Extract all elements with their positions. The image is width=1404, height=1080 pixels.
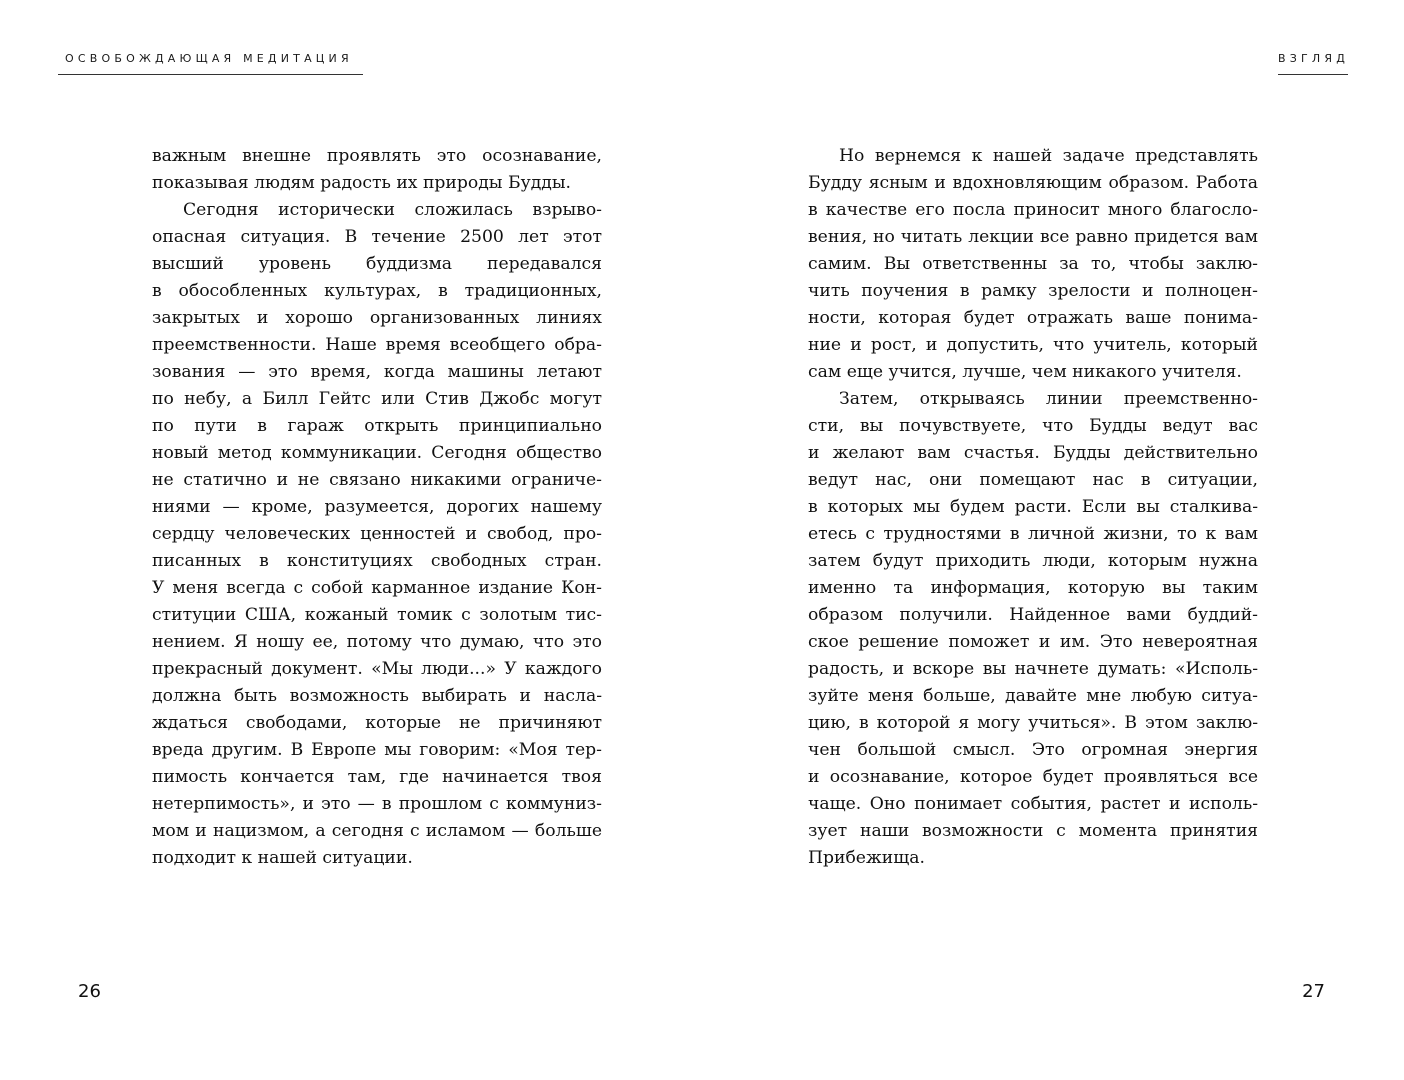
running-head-book-title: ОСВОБОЖДАЮЩАЯ МЕДИТАЦИЯ <box>58 52 363 75</box>
text-line: радость, и вскоре вы начнете думать: «Исполь- <box>808 659 1258 679</box>
text-line: зуйте меня больше, давайте мне любую ситуа- <box>808 686 1258 706</box>
text-line: сти, вы почувствуете, что Будды ведут вас <box>808 416 1258 436</box>
text-line: ности, которая будет отражать ваше понима- <box>808 308 1258 328</box>
text-line: чить поучения в рамку зрелости и полноцен- <box>808 281 1258 301</box>
text-line: сердцу человеческих ценностей и свобод, про- <box>152 524 602 544</box>
text-line: закрытых и хорошо организованных линиях <box>152 308 602 328</box>
text-line: по небу, а Билл Гейтс или Стив Джобс могут <box>152 389 602 409</box>
text-line: ведут нас, они помещают нас в ситуации, <box>808 470 1258 490</box>
body-text-left <box>152 143 602 872</box>
text-line: должна быть возможность выбирать и насла- <box>152 686 602 706</box>
text-line: ние и рост, и допустить, что учитель, который <box>808 335 1258 355</box>
text-line: важным внешне проявлять это осознавание, <box>152 146 602 166</box>
text-line: Сегодня исторически сложилась взрыво- <box>183 200 602 220</box>
text-line: и осознавание, которое будет проявляться все <box>808 767 1258 787</box>
text-line: ниями — кроме, разумеется, дорогих нашему <box>152 497 602 517</box>
text-line: в обособленных культурах, в традиционных, <box>152 281 602 301</box>
text-line: пимость кончается там, где начинается твоя <box>152 767 602 787</box>
text-line: мом и нацизмом, а сегодня с исламом — больше <box>152 821 602 841</box>
text-line: етесь с трудностями в личной жизни, то к вам <box>808 524 1258 544</box>
page-number: 26 <box>78 981 101 1002</box>
text-line: в качестве его посла приносит много благосло- <box>808 200 1258 220</box>
text-line: затем будут приходить люди, которым нужна <box>808 551 1258 571</box>
running-head-chapter-title: ВЗГЛЯД <box>1278 52 1348 75</box>
text-line: опасная ситуация. В течение 2500 лет этот <box>152 227 602 247</box>
right-page <box>702 0 1404 1080</box>
page-number: 27 <box>1302 981 1325 1002</box>
text-line: нением. Я ношу ее, потому что думаю, что это <box>152 632 602 652</box>
text-line: чаще. Оно понимает события, растет и исполь- <box>808 794 1258 814</box>
text-line: нетерпимость», и это — в прошлом с коммуниз- <box>152 794 602 814</box>
text-line: подходит к нашей ситуации. <box>152 848 413 868</box>
text-line: именно та информация, которую вы таким <box>808 578 1258 598</box>
text-line: писанных в конституциях свободных стран. <box>152 551 602 571</box>
text-line: ституции США, кожаный томик с золотым тис- <box>152 605 602 625</box>
text-line: прекрасный документ. «Мы люди...» У каждого <box>152 659 602 679</box>
text-line: Прибежища. <box>808 848 925 868</box>
text-line: цию, в которой я могу учиться». В этом заклю- <box>808 713 1258 733</box>
text-line: преемственности. Наше время всеобщего обра- <box>152 335 602 355</box>
text-line: сам еще учится, лучше, чем никакого учителя. <box>808 362 1242 382</box>
text-line: чен большой смысл. Это огромная энергия <box>808 740 1258 760</box>
text-line: У меня всегда с собой карманное издание Кон- <box>152 578 602 598</box>
text-line: Но вернемся к нашей задаче представлять <box>839 146 1258 166</box>
text-line: образом получили. Найденное вами буддий- <box>808 605 1258 625</box>
text-line: по пути в гараж открыть принципиально <box>152 416 602 436</box>
text-line: зования — это время, когда машины летают <box>152 362 602 382</box>
text-line: зует наши возможности с момента принятия <box>808 821 1258 841</box>
text-line: Затем, открываясь линии преемственно- <box>839 389 1258 409</box>
text-line: не статично и не связано никакими ограниче- <box>152 470 602 490</box>
text-line: новый метод коммуникации. Сегодня общество <box>152 443 602 463</box>
text-line: Будду ясным и вдохновляющим образом. Работа <box>808 173 1258 193</box>
text-line: показывая людям радость их природы Будды. <box>152 173 572 193</box>
text-line: ское решение поможет и им. Это невероятная <box>808 632 1258 652</box>
text-line: высший уровень буддизма передавался <box>152 254 602 274</box>
text-line: самим. Вы ответственны за то, чтобы заклю- <box>808 254 1258 274</box>
body-text-right <box>808 143 1258 872</box>
text-line: и желают вам счастья. Будды действительно <box>808 443 1258 463</box>
text-line: вения, но читать лекции все равно придется вам <box>808 227 1258 247</box>
text-line: в которых мы будем расти. Если вы сталкива- <box>808 497 1258 517</box>
text-line: вреда другим. В Европе мы говорим: «Моя тер- <box>152 740 602 760</box>
text-line: ждаться свободами, которые не причиняют <box>152 713 602 733</box>
